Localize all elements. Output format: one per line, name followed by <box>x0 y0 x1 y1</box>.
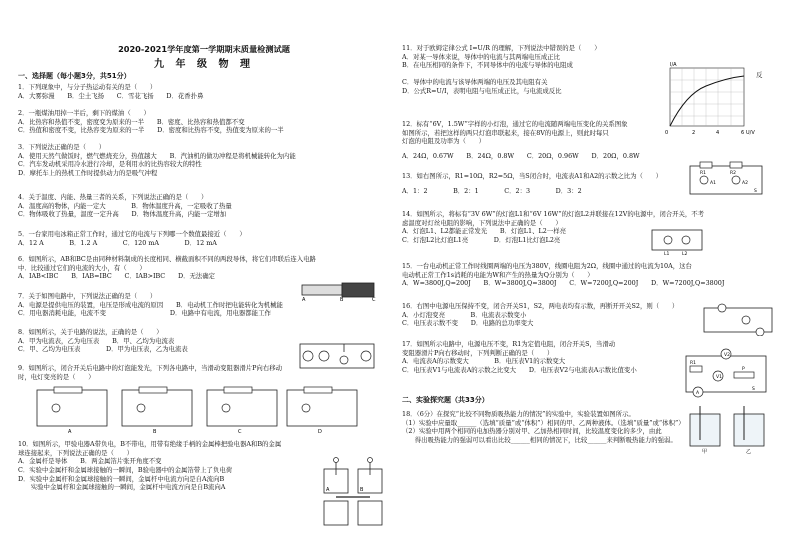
q17-circuit-figure <box>680 346 772 402</box>
graph-frame <box>670 68 744 126</box>
conductor-bc <box>342 283 374 297</box>
question-line: 10．如图所示，甲验电器A带负电，B不带电，用带有绝缘手柄的金属棒把验电器A和B的金属 <box>18 440 282 448</box>
label-a: A <box>68 429 72 434</box>
question-line: 4．关于温度、内能、热量三者的关系，下列说法正确的是（ ） <box>18 193 208 201</box>
question-line: 16．右图中电源电压保持不变，闭合开关S1，S2，两电表均有示数，再断开开关S2，则（ ） <box>402 302 679 310</box>
graph-tick: 2 <box>692 130 696 136</box>
question-11 <box>402 44 601 95</box>
question-options: D．公式R=U/I，表明电阻与电压成正比，与电流成反比 <box>402 86 562 95</box>
question-options: D．摩托车上的热机工作时提供动力的是吸气冲程 <box>18 168 158 177</box>
resistor-r1 <box>690 366 702 372</box>
question-options: A．小灯泡变亮 B．电流表示数变小 <box>402 310 527 319</box>
question-options: A．使用天然气做饭时，燃气燃烧充分，热值越大 B．汽油机的做功冲程是将机械能转化为内能 <box>18 151 296 160</box>
question-line: 15．一台电动机正常工作时线圈两端的电压为380V，线圈电阻为2Ω，线圈中通过的电流为10A，这台 <box>402 262 692 270</box>
question-line: 13．如右图所示，R1=10Ω，R2=5Ω，当S闭合时，电流表A1和A2的示数之比为（ ） <box>402 172 663 180</box>
question-options: A．大雾弥漫 B．尘土飞扬 C．雪花飞扬 D．花香扑鼻 <box>18 91 204 100</box>
ammeter-a1 <box>700 176 708 184</box>
question-12 <box>402 120 640 161</box>
iu-curve <box>670 76 744 126</box>
question-line: 14．如图所示，将标有“3V 6W”的灯泡L1和“6V 16W”的灯泡L2并联接在12V的电源中，闭合开关，不考 <box>402 210 705 218</box>
question-10 <box>18 440 281 492</box>
circuit-a <box>37 390 107 426</box>
question-options: C．甲、乙均为电压表 D．甲为电压表，乙为电流表 <box>18 345 188 354</box>
question-options: D．实验中金属杆和金属球接触的一瞬间，金属杆中电流方向是自A流向B <box>18 474 225 483</box>
question-line: 球连接起来，下列说法正确的是（ ） <box>18 448 134 457</box>
graph-tick: 6 <box>741 130 745 136</box>
rheostat-b <box>139 387 167 393</box>
resistor-r2 <box>730 162 742 168</box>
question-options: 实验中金属杆和金属球接触的一瞬间，金属杆中电流方向是自B流向A <box>18 483 226 492</box>
exam-title: 2020-2021学年度第一学期期末质量检测试题 <box>118 44 290 54</box>
question-options: A．甲为电流表，乙为电压表 B．甲、乙均为电流表 <box>18 336 175 345</box>
question-options: A．比热容和热值不变，密度变为原来的一半 B．密度、比热容和热值都不变 <box>18 117 245 126</box>
question-3 <box>18 143 296 178</box>
question-options: C．用电器消耗电能，电流不变 D．电路中有电流，用电器都能工作 <box>18 309 271 318</box>
graph-tick: 4 <box>716 130 720 136</box>
label-l1: L1 <box>664 252 670 256</box>
exam-subtitle: 九 年 级 物 理 <box>154 59 254 70</box>
question-4 <box>18 193 232 219</box>
meter-yi <box>340 356 348 364</box>
label-a: A <box>696 391 700 396</box>
section-choice-heading: 一、选择题（每小题3分，共51分） <box>18 72 131 80</box>
label-r1: R1 <box>690 361 696 366</box>
question-options: C．导体中的电流与该导体两端的电压及其电阻有关 <box>402 77 548 86</box>
question-line: 2．一瓶煤油用掉一半后，剩下的煤油（ ） <box>18 109 150 117</box>
rheostat-d <box>304 387 332 393</box>
q12-iu-graph <box>656 58 768 148</box>
graph-y-label: I/A <box>670 62 677 68</box>
q16-circuit-figure <box>700 302 776 336</box>
question-15 <box>402 262 724 288</box>
question-6 <box>18 255 316 281</box>
text-fragment-fan: 反 <box>756 71 763 79</box>
label-s: S <box>752 387 755 392</box>
question-7 <box>18 292 283 318</box>
label-a1: A1 <box>710 181 716 186</box>
label-a: A <box>302 297 306 302</box>
question-5 <box>18 230 246 247</box>
lamp <box>742 316 750 324</box>
question-line: （1）实验中应量取______（选填“质量”或“体积”）相同的甲、乙两种液体。（选填“质量”或“体积”） <box>402 418 685 427</box>
label-r2: R2 <box>730 171 736 176</box>
label-c: C <box>372 297 376 302</box>
lamp-l1 <box>664 236 672 244</box>
lamp-1 <box>319 351 329 361</box>
rheostat <box>734 372 754 378</box>
lamp-d <box>302 404 310 412</box>
question-options: A．金属杆是导体 B．两金属箔片张开角度不变 <box>18 457 162 466</box>
question-line: 6．如图所示，AB和BC是由同种材料制成的长度相同、横截面积不同的两段导体，将它们串联后连入电路 <box>18 255 316 263</box>
circuit-c <box>207 390 277 426</box>
question-options: A．IAB<IBC B．IAB=IBC C．IAB>IBC D．无法确定 <box>18 272 216 281</box>
resistor-r1 <box>700 162 712 168</box>
question-options: A．1：2 B．2：1 C．2：3 D．3：2 <box>402 186 582 195</box>
meter-jia <box>303 351 313 361</box>
question-17 <box>402 340 637 375</box>
question-line: 虑温度对灯丝电阻的影响，下列说法中正确的是（ ） <box>402 218 562 227</box>
question-line: （2）实验中用两个相同的电加热器分别对甲、乙加热相同时间，比较温度变化的多少，由此 <box>402 427 662 436</box>
question-line: 12．标有“6V，1.5W”字样的小灯泡，通过它的电流随两端电压变化的关系图象 <box>402 120 628 128</box>
conductor-ab <box>302 285 342 295</box>
label-jia: 甲 <box>702 449 708 454</box>
label-r1: R1 <box>700 171 706 176</box>
electroscope-a-bottom <box>324 501 348 525</box>
question-9 <box>18 364 282 381</box>
question-options: A．12 A B．1.2 A C．120 mA D．12 mA <box>18 238 217 247</box>
question-8 <box>18 328 188 354</box>
question-line: 9．如图所示，闭合开关后电路中的灯泡能发光，下列各电路中，当滑动变阻器滑片P向右移动 <box>18 364 282 372</box>
label-v1: V1 <box>716 375 722 380</box>
circuit-d <box>287 390 357 426</box>
beaker-yi <box>734 414 764 446</box>
question-options: C．电压表示数不变 D．电路的总功率变大 <box>402 319 534 328</box>
label-b: B <box>360 487 364 493</box>
question-line: 8．如图所示，关于电路的说法，正确的是（ ） <box>18 328 163 336</box>
q13-circuit-figure <box>684 160 768 200</box>
question-line: 灯泡的电阻及功率为（ ） <box>402 137 486 146</box>
question-line: 中．比较通过它们的电流的大小，有（ ） <box>18 263 146 272</box>
lamp-b <box>137 404 145 412</box>
graph-grid <box>670 68 744 126</box>
question-options: C．电压表V1与电流表A的示数之比变大 D．电压表V2与电流表A示数比值变小 <box>402 365 637 374</box>
question-13 <box>402 172 662 195</box>
question-line: 变阻器滑片P向右移动时，下列判断正确的是（ ） <box>402 348 554 357</box>
q6-conductor-figure <box>300 280 380 302</box>
graph-x-label: U/V <box>746 130 755 136</box>
question-line: 5．一台家用电冰箱正常工作时，通过它的电流与下列哪一个数值最接近（ ） <box>18 230 246 238</box>
question-options: C．物体吸收了热量，温度一定升高 D．物体温度升高，内能一定增加 <box>18 210 227 219</box>
label-s: S <box>754 189 757 194</box>
label-v2: V2 <box>724 353 730 358</box>
label-a: A <box>326 487 330 493</box>
ball-a <box>334 458 339 463</box>
question-1 <box>18 83 203 100</box>
question-line: 7．关于如图电路中，下列说法正确的是（ ） <box>18 292 157 300</box>
ball-b <box>368 458 373 463</box>
question-18 <box>402 410 685 445</box>
label-p: P <box>742 367 745 372</box>
question-options: C．实验中金属杆和金属球接触的一瞬间，B验电器中的金属箔带上了负电荷 <box>18 465 233 474</box>
label-a2: A2 <box>742 181 748 186</box>
ammeter-a2 <box>732 176 740 184</box>
question-line: 18．（6分）在探究“比较不同物质吸热能力的情况”的实验中，实验装置如图所示。 <box>402 410 635 418</box>
circuit-b <box>122 390 192 426</box>
q10-electroscope-figure <box>320 455 388 527</box>
lamp-2 <box>361 351 371 361</box>
rheostat-c <box>224 387 252 393</box>
question-line: 17．如图所示电路中，电源电压不变，R1为定值电阻，闭合开关S，当滑动 <box>402 340 616 348</box>
lamp-c <box>222 404 230 412</box>
question-options: C．汽车发动机采用冷水进行冷却，是利用水的比热容较大的特性 <box>18 160 202 169</box>
voltmeter <box>718 304 726 312</box>
label-b: B <box>340 297 344 302</box>
question-options: A．电源是提供电压的装置，电压是形成电流的原因 B．电动机工作时把电能转化为机械能 <box>18 300 283 309</box>
question-options: C．热值和密度不变，比热容变为原来的一半 D．密度和比热容不变，热值变为原来的一半 <box>18 126 284 135</box>
label-b: B <box>153 429 157 434</box>
question-options: A．W=3800J,Q=200J B．W=3800J,Q=3800J C．W=7200J,Q=200J D．W=7200J,Q=3800J <box>402 279 725 288</box>
question-line: 1．下列现象中，与分子热运动有关的是（ ） <box>18 83 157 91</box>
question-line: 得出吸热能力的强弱可以看出比较______相同的情况下，比较______来判断吸热能力的强弱。 <box>402 435 677 444</box>
question-options: A．对某一导体来说，导体中的电流与其两端电压成正比 <box>402 52 560 61</box>
q18-beakers-figure <box>684 404 776 454</box>
electroscope-b-bottom <box>358 501 382 525</box>
question-line: 3．下列说法正确的是（ ） <box>18 143 106 151</box>
question-options: B．在电压相同的条件下，不同导体中的电流与导体的电阻成 <box>402 61 573 70</box>
label-d: D <box>318 429 322 434</box>
q8-circuit-figure <box>298 338 378 372</box>
circuit-frame <box>652 230 702 250</box>
question-line: 电动机正常工作1s消耗的电能为W和产生的热量为Q分别为（ ） <box>402 270 594 279</box>
section-experiment-heading: 二、实验探究题（共33分） <box>402 396 489 404</box>
question-options: A．灯泡L1、L2都能正常发光 B．灯泡L1、L2一样亮 <box>402 227 566 236</box>
lamp-a <box>52 404 60 412</box>
question-options: A．电流表A的示数变大 B．电压表V1的示数变大 <box>402 357 566 366</box>
question-line: 11．对于欧姆定律公式 I=U/R 的理解，下列说法中错误的是（ ） <box>402 44 601 52</box>
q9-circuits-figure <box>32 384 362 434</box>
label-c: C <box>238 429 242 434</box>
question-line: 时，电灯变亮的是（ ） <box>18 372 95 381</box>
label-yi: 乙 <box>746 449 752 454</box>
question-options: A．24Ω，0.67W B．24Ω，0.8W C．20Ω，0.96W D．20Ω，0.8W <box>402 151 640 160</box>
graph-origin: 0 <box>665 130 669 136</box>
question-line: 如图所示，若把这样的两只灯泡串联起来，接在8V的电源上，则此时每只 <box>402 128 609 137</box>
question-2 <box>18 109 284 135</box>
label-l2: L2 <box>682 252 688 256</box>
question-options: C．灯泡L2比灯泡L1亮 D．灯泡L1比灯泡L2亮 <box>402 235 561 244</box>
beaker-jia <box>690 414 720 446</box>
ammeter <box>756 328 764 336</box>
q14-circuit-figure <box>650 226 706 256</box>
rheostat-a <box>54 387 82 393</box>
question-options: A．温度高的物体，内能一定大 B．物体温度升高，一定吸收了热量 <box>18 201 232 210</box>
question-16 <box>402 302 678 328</box>
lamp-l2 <box>682 236 690 244</box>
